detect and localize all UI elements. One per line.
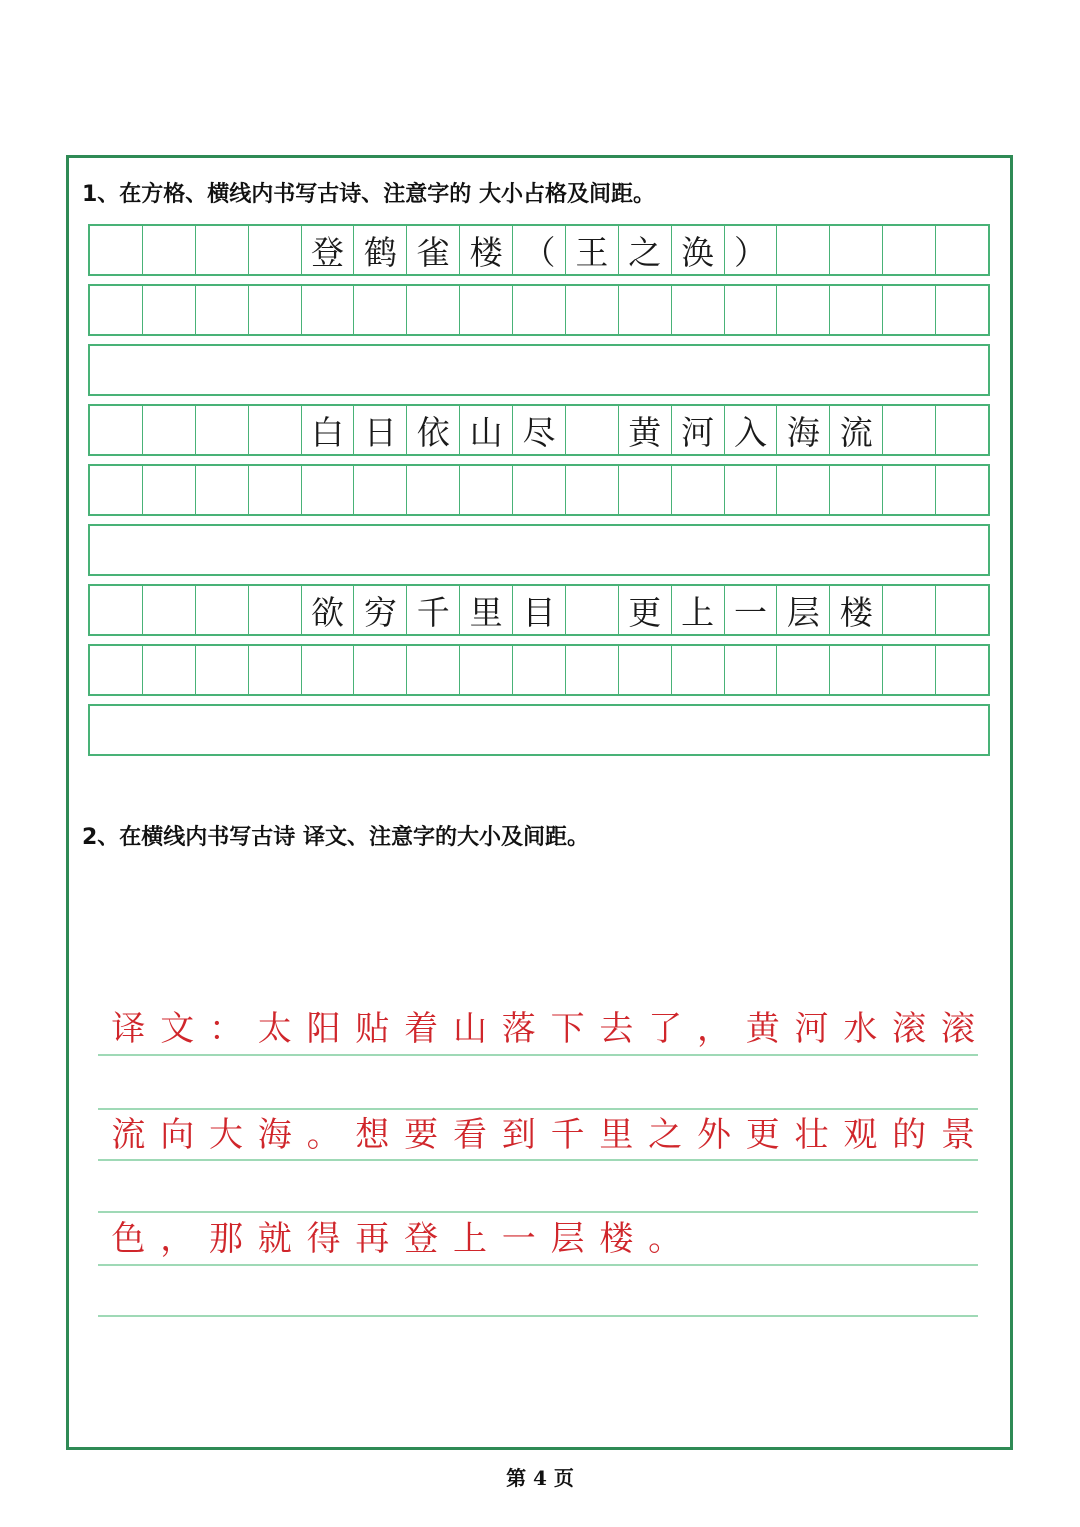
- grid-cell-empty: [248, 406, 301, 454]
- grid-cell-character: 欲: [301, 586, 354, 634]
- grid-cell-empty: [724, 286, 777, 334]
- translation-character: 之: [648, 1115, 683, 1155]
- grid-cell-empty: [935, 406, 988, 454]
- grid-cell-character: 依: [406, 406, 459, 454]
- translation-character: 译: [111, 1009, 146, 1049]
- grid-cell-empty: [776, 286, 829, 334]
- grid-cell-character: 穷: [353, 586, 406, 634]
- grid-cell-empty: [248, 586, 301, 634]
- page-number: 第 4 页: [506, 1466, 574, 1490]
- grid-cell-empty: [565, 646, 618, 694]
- translation-character: 。: [306, 1115, 341, 1155]
- grid-cell-character: 之: [618, 226, 671, 274]
- grid-cell-empty: [301, 466, 354, 514]
- translation-character: 大: [208, 1115, 243, 1155]
- translation-character: 一: [501, 1219, 536, 1259]
- grid-row-practice: [88, 284, 990, 336]
- grid-cell-character: 入: [724, 406, 777, 454]
- grid-cell-empty: [882, 226, 935, 274]
- grid-cell-character: 登: [301, 226, 354, 274]
- grid-cell-empty: [776, 646, 829, 694]
- translation-line: [104, 1216, 690, 1262]
- translation-character: 景: [940, 1115, 975, 1155]
- grid-cell-empty: [618, 466, 671, 514]
- translation-character: 滚: [940, 1009, 975, 1049]
- grid-cell-character: 里: [459, 586, 512, 634]
- grid-cell-empty: [618, 286, 671, 334]
- translation-line: [104, 1006, 982, 1052]
- grid-cell-character: 王: [565, 226, 618, 274]
- grid-cell-character: 更: [618, 586, 671, 634]
- grid-cell-empty: [829, 286, 882, 334]
- grid-cell-empty: [935, 466, 988, 514]
- grid-cell-character: 黄: [618, 406, 671, 454]
- grid-cell-empty: [90, 406, 142, 454]
- grid-cell-empty: [882, 646, 935, 694]
- grid-cell-character: 海: [776, 406, 829, 454]
- translation-character: 向: [160, 1115, 195, 1155]
- grid-cell-empty: [353, 286, 406, 334]
- grid-cell-empty: [882, 286, 935, 334]
- grid-cell-empty: [935, 226, 988, 274]
- grid-cell-empty: [882, 406, 935, 454]
- grid-cell-empty: [671, 466, 724, 514]
- translation-character: 文: [160, 1009, 195, 1049]
- ruled-line: [98, 1159, 978, 1161]
- translation-character: 再: [355, 1219, 390, 1259]
- grid-cell-empty: [459, 646, 512, 694]
- grid-cell-empty: [90, 466, 142, 514]
- grid-cell-empty: [353, 466, 406, 514]
- translation-character: 流: [111, 1115, 146, 1155]
- ruled-line: [98, 1211, 978, 1213]
- grid-cell-character: 楼: [829, 586, 882, 634]
- translation-character: 贴: [355, 1009, 390, 1049]
- grid-cell-character: 河: [671, 406, 724, 454]
- grid-cell-character: 流: [829, 406, 882, 454]
- translation-character: 的: [892, 1115, 927, 1155]
- writing-line-row: [88, 524, 990, 576]
- translation-character: 阳: [306, 1009, 341, 1049]
- grid-cell-empty: [512, 466, 565, 514]
- grid-cell-empty: [195, 646, 248, 694]
- translation-character: 黄: [745, 1009, 780, 1049]
- translation-line: [104, 1112, 982, 1158]
- grid-cell-empty: [565, 406, 618, 454]
- writing-line-row: [88, 704, 990, 756]
- grid-cell-empty: [829, 646, 882, 694]
- grid-cell-character: 楼: [459, 226, 512, 274]
- grid-row-practice: [88, 644, 990, 696]
- grid-cell-empty: [195, 586, 248, 634]
- translation-character: 外: [696, 1115, 731, 1155]
- grid-cell-empty: [671, 646, 724, 694]
- grid-cell-empty: [724, 646, 777, 694]
- grid-cell-empty: [565, 466, 618, 514]
- translation-character: 下: [550, 1009, 585, 1049]
- grid-cell-empty: [90, 646, 142, 694]
- grid-cell-character: 上: [671, 586, 724, 634]
- grid-cell-empty: [724, 466, 777, 514]
- grid-cell-empty: [195, 406, 248, 454]
- grid-cell-empty: [90, 286, 142, 334]
- grid-cell-character: 尽: [512, 406, 565, 454]
- writing-line-row: [88, 344, 990, 396]
- translation-character: 色: [111, 1219, 146, 1259]
- grid-cell-empty: [406, 286, 459, 334]
- grid-cell-empty: [565, 586, 618, 634]
- translation-character: 了: [648, 1009, 683, 1049]
- translation-character: 千: [550, 1115, 585, 1155]
- grid-cell-empty: [353, 646, 406, 694]
- grid-cell-character: 层: [776, 586, 829, 634]
- grid-cell-empty: [301, 646, 354, 694]
- grid-cell-empty: [565, 286, 618, 334]
- translation-character: 里: [599, 1115, 634, 1155]
- translation-character: 滚: [892, 1009, 927, 1049]
- translation-character: 水: [843, 1009, 878, 1049]
- grid-cell-empty: [406, 646, 459, 694]
- translation-character: 河: [794, 1009, 829, 1049]
- grid-cell-empty: [248, 286, 301, 334]
- grid-cell-empty: [935, 286, 988, 334]
- grid-row-verse-2: [88, 584, 990, 636]
- translation-character: 层: [550, 1219, 585, 1259]
- translation-character: ，: [160, 1219, 195, 1259]
- grid-cell-empty: [512, 286, 565, 334]
- translation-character: 得: [306, 1219, 341, 1259]
- translation-character: 观: [843, 1115, 878, 1155]
- grid-cell-character: （: [512, 226, 565, 274]
- grid-cell-empty: [142, 586, 195, 634]
- grid-cell-empty: [459, 286, 512, 334]
- grid-row-practice: [88, 464, 990, 516]
- grid-cell-empty: [142, 646, 195, 694]
- grid-cell-empty: [935, 586, 988, 634]
- grid-cell-empty: [882, 466, 935, 514]
- ruled-line: [98, 1054, 978, 1056]
- ruled-line: [98, 1108, 978, 1110]
- grid-cell-empty: [671, 286, 724, 334]
- grid-cell-character: 涣: [671, 226, 724, 274]
- translation-character: 去: [599, 1009, 634, 1049]
- grid-cell-empty: [406, 466, 459, 514]
- grid-cell-empty: [935, 646, 988, 694]
- grid-cell-empty: [829, 226, 882, 274]
- translation-character: 海: [257, 1115, 292, 1155]
- translation-character: 想: [355, 1115, 390, 1155]
- grid-cell-empty: [195, 466, 248, 514]
- ruled-line: [98, 1264, 978, 1266]
- grid-cell-empty: [882, 586, 935, 634]
- grid-cell-empty: [90, 226, 142, 274]
- grid-cell-character: 日: [353, 406, 406, 454]
- translation-character: 更: [745, 1115, 780, 1155]
- translation-character: 上: [452, 1219, 487, 1259]
- grid-cell-empty: [459, 466, 512, 514]
- grid-cell-empty: [829, 466, 882, 514]
- translation-character: 太: [257, 1009, 292, 1049]
- grid-row-title: [88, 224, 990, 276]
- grid-cell-empty: [142, 226, 195, 274]
- grid-cell-empty: [142, 466, 195, 514]
- translation-character: 那: [208, 1219, 243, 1259]
- translation-character: ，: [696, 1009, 731, 1049]
- translation-character: 要: [404, 1115, 439, 1155]
- translation-character: 登: [404, 1219, 439, 1259]
- grid-cell-character: 鹤: [353, 226, 406, 274]
- grid-cell-empty: [776, 466, 829, 514]
- section2-instruction: 2、在横线内书写古诗 译文、注意字的大小及间距。: [82, 825, 589, 850]
- grid-cell-character: 一: [724, 586, 777, 634]
- grid-cell-character: ）: [724, 226, 777, 274]
- grid-cell-empty: [142, 286, 195, 334]
- grid-cell-empty: [301, 286, 354, 334]
- grid-row-verse-1: [88, 404, 990, 456]
- grid-cell-empty: [618, 646, 671, 694]
- grid-cell-empty: [142, 406, 195, 454]
- grid-cell-empty: [248, 646, 301, 694]
- translation-character: 楼: [599, 1219, 634, 1259]
- grid-cell-empty: [248, 226, 301, 274]
- grid-cell-empty: [512, 646, 565, 694]
- translation-character: 着: [404, 1009, 439, 1049]
- grid-cell-character: 目: [512, 586, 565, 634]
- translation-character: ：: [208, 1009, 243, 1049]
- translation-character: 就: [257, 1219, 292, 1259]
- grid-cell-character: 雀: [406, 226, 459, 274]
- ruled-line: [98, 1315, 978, 1317]
- grid-cell-empty: [195, 286, 248, 334]
- grid-cell-character: 白: [301, 406, 354, 454]
- translation-character: 到: [501, 1115, 536, 1155]
- grid-cell-empty: [195, 226, 248, 274]
- grid-cell-character: 山: [459, 406, 512, 454]
- grid-cell-empty: [90, 586, 142, 634]
- translation-character: 看: [452, 1115, 487, 1155]
- translation-character: 壮: [794, 1115, 829, 1155]
- grid-cell-empty: [248, 466, 301, 514]
- translation-character: 落: [501, 1009, 536, 1049]
- grid-cell-empty: [776, 226, 829, 274]
- translation-character: 。: [648, 1219, 683, 1259]
- section1-instruction: 1、在方格、横线内书写古诗、注意字的 大小占格及间距。: [82, 182, 655, 207]
- translation-character: 山: [452, 1009, 487, 1049]
- grid-cell-character: 千: [406, 586, 459, 634]
